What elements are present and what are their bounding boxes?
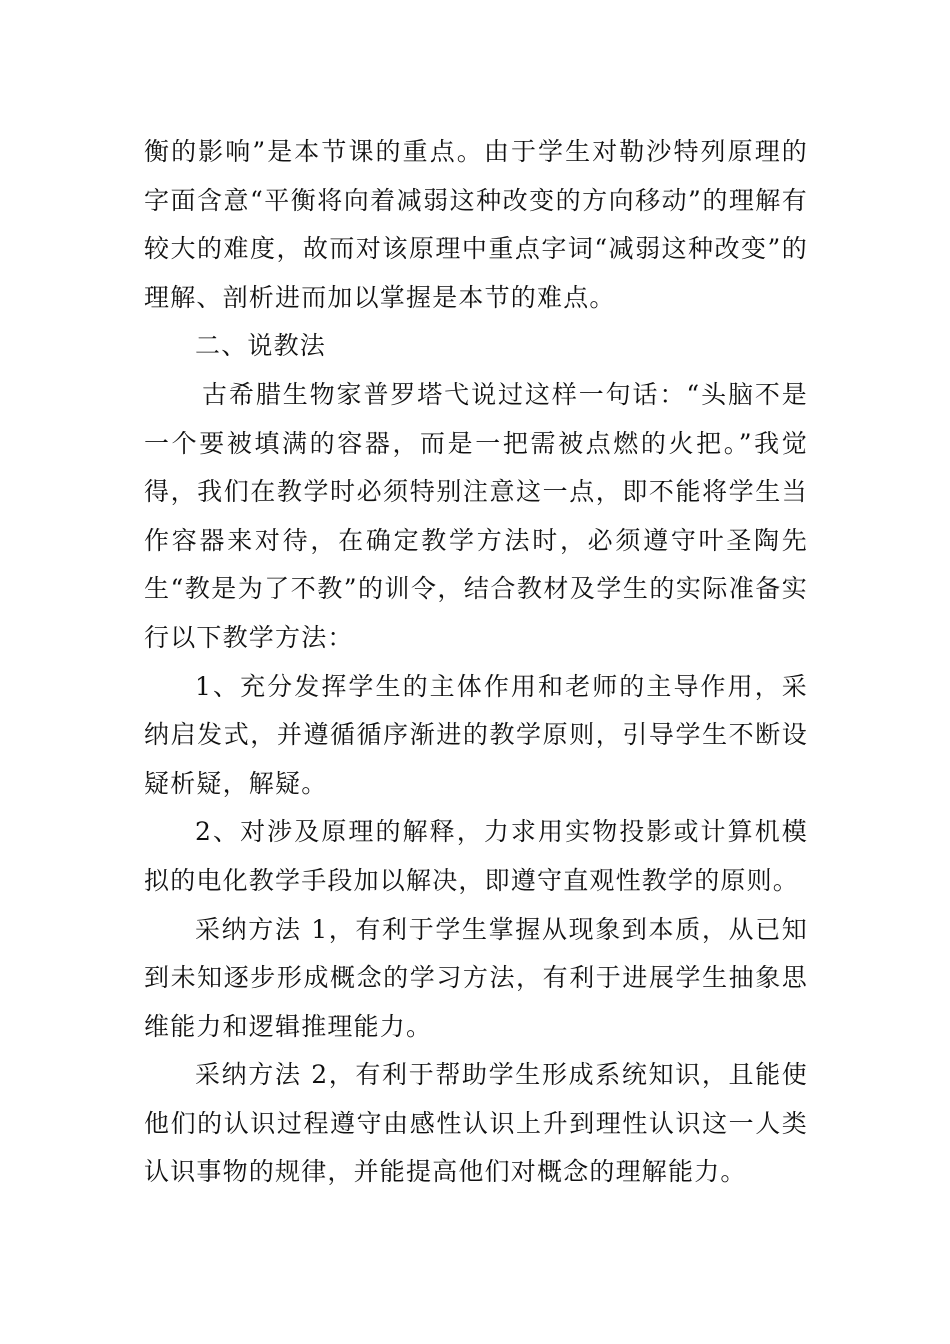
document-body <box>144 128 808 1197</box>
paragraph-benefit-1: 采纳方法 1，有利于学生掌握从现象到本质，从已知到未知逐步形成概念的学习方法，有利于进展学生抽象思维能力和逻辑推理能力。 <box>144 914 808 1041</box>
section-heading-teaching-methods: 二、说教法 <box>195 331 327 361</box>
paragraph-method-1: 1、充分发挥学生的主体作用和老师的主导作用，采纳启发式，并遵循循序渐进的教学原则，引导学生不断设疑析疑，解疑。 <box>144 671 808 798</box>
paragraph-quote: 古希腊生物家普罗塔弋说过这样一句话：“头脑不是一个要被填满的容器，而是一把需被点燃的火把。”我觉得，我们在教学时必须特别注意这一点，即不能将学生当作容器来对待，在确定教学方法时，必须遵守叶圣陶先生“教是为了不教”的训令，结合教材及学生的实际准备实行以下教学方法： <box>144 379 808 652</box>
paragraph-benefit-2: 采纳方法 2，有利于帮助学生形成系统知识，且能使他们的认识过程遵守由感性认识上升到理性认识这一人类认识事物的规律，并能提高他们对概念的理解能力。 <box>144 1060 808 1187</box>
paragraph-method-2: 2、对涉及原理的解释，力求用实物投影或计算机模拟的电化教学手段加以解决，即遵守直观性教学的原则。 <box>144 817 808 895</box>
paragraph-continuation: 衡的影响”是本节课的重点。由于学生对勒沙特列原理的字面含意“平衡将向着减弱这种改变的方向移动”的理解有较大的难度，故而对该原理中重点字词“减弱这种改变”的理解、剖析进而加以掌握是本节的难点。 <box>144 137 808 312</box>
